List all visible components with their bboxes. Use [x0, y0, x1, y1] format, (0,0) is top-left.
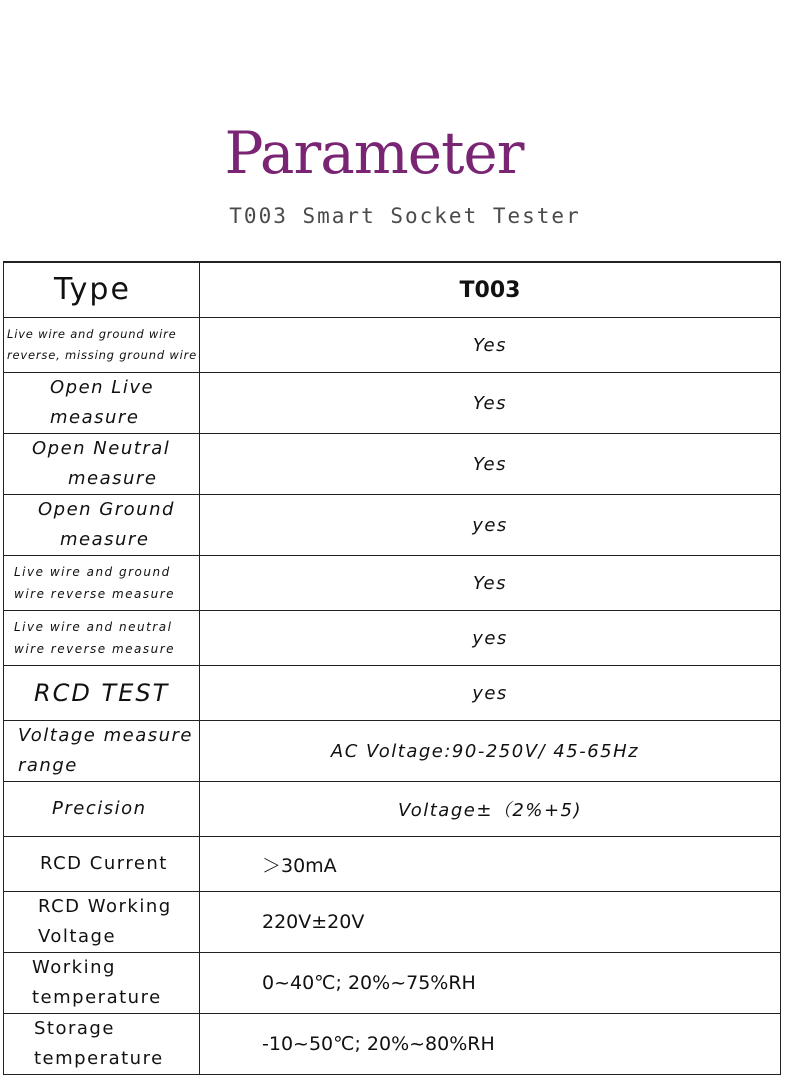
row-label-line2: measure [60, 529, 150, 550]
table-row [4, 318, 781, 373]
row-label: Precision [4, 782, 200, 837]
table-row [4, 373, 781, 434]
row-label-line2: temperature [34, 1048, 164, 1069]
header-model-value: T003 [200, 262, 781, 318]
table-row [4, 611, 781, 666]
page-subtitle: T003 Smart Socket Tester [229, 204, 581, 228]
row-label-line1: Live wire and ground [14, 565, 171, 579]
table-row [4, 1014, 781, 1075]
row-label-line1: Live wire and neutral [14, 620, 173, 634]
table-row [4, 782, 781, 837]
row-label-line1: Working [32, 957, 116, 978]
table-row [4, 837, 781, 892]
row-value: Yes [200, 434, 781, 495]
row-value: Yes [200, 373, 781, 434]
row-value: Voltage±（2%+5) [200, 782, 781, 837]
row-label-line2: temperature [32, 987, 162, 1008]
row-value: 0~40℃; 20%~75%RH [200, 953, 781, 1014]
row-label-line1: RCD Working [38, 896, 172, 917]
row-label-line2: wire reverse measure [14, 587, 176, 601]
row-label [4, 611, 200, 666]
row-label-line1: Open Ground [38, 499, 175, 520]
table-row [4, 666, 781, 721]
row-label-line2: measure [50, 407, 140, 428]
row-value: -10~50℃; 20%~80%RH [200, 1014, 781, 1075]
table-row [4, 556, 781, 611]
row-label [4, 953, 200, 1014]
row-label [4, 373, 200, 434]
table-row [4, 892, 781, 953]
table-row [4, 953, 781, 1014]
row-label-line2: measure [68, 468, 158, 489]
row-label [4, 318, 200, 373]
row-value: yes [200, 666, 781, 721]
row-label-line2: range [18, 755, 78, 776]
row-label [4, 721, 200, 782]
header-type-label: Type [4, 262, 200, 318]
table-row [4, 434, 781, 495]
page-title: Parameter [224, 119, 524, 187]
row-label-line2: reverse, missing ground wire [7, 348, 198, 362]
row-label-line1: Open Neutral [32, 438, 171, 459]
row-label [4, 556, 200, 611]
row-label [4, 495, 200, 556]
parameter-table [3, 261, 781, 1075]
row-label: RCD TEST [4, 666, 200, 721]
row-value: 220V±20V [200, 892, 781, 953]
row-value: Yes [200, 556, 781, 611]
row-label-line2: wire reverse measure [14, 642, 176, 656]
row-value: ＞30mA [200, 837, 781, 892]
row-value: AC Voltage:90-250V/ 45-65Hz [200, 721, 781, 782]
row-label-line1: Storage [34, 1018, 115, 1039]
row-value: yes [200, 611, 781, 666]
row-label [4, 434, 200, 495]
row-value: yes [200, 495, 781, 556]
row-label-line1: Open Live [50, 377, 155, 398]
row-value: Yes [200, 318, 781, 373]
table-row [4, 721, 781, 782]
row-label [4, 892, 200, 953]
row-label-line1: Live wire and ground wire [7, 327, 177, 341]
table-row [4, 495, 781, 556]
row-label-line1: Voltage measure [18, 725, 193, 746]
table-header-row [4, 262, 781, 318]
row-label: RCD Current [4, 837, 200, 892]
row-label-line2: Voltage [38, 926, 117, 947]
row-label [4, 1014, 200, 1075]
